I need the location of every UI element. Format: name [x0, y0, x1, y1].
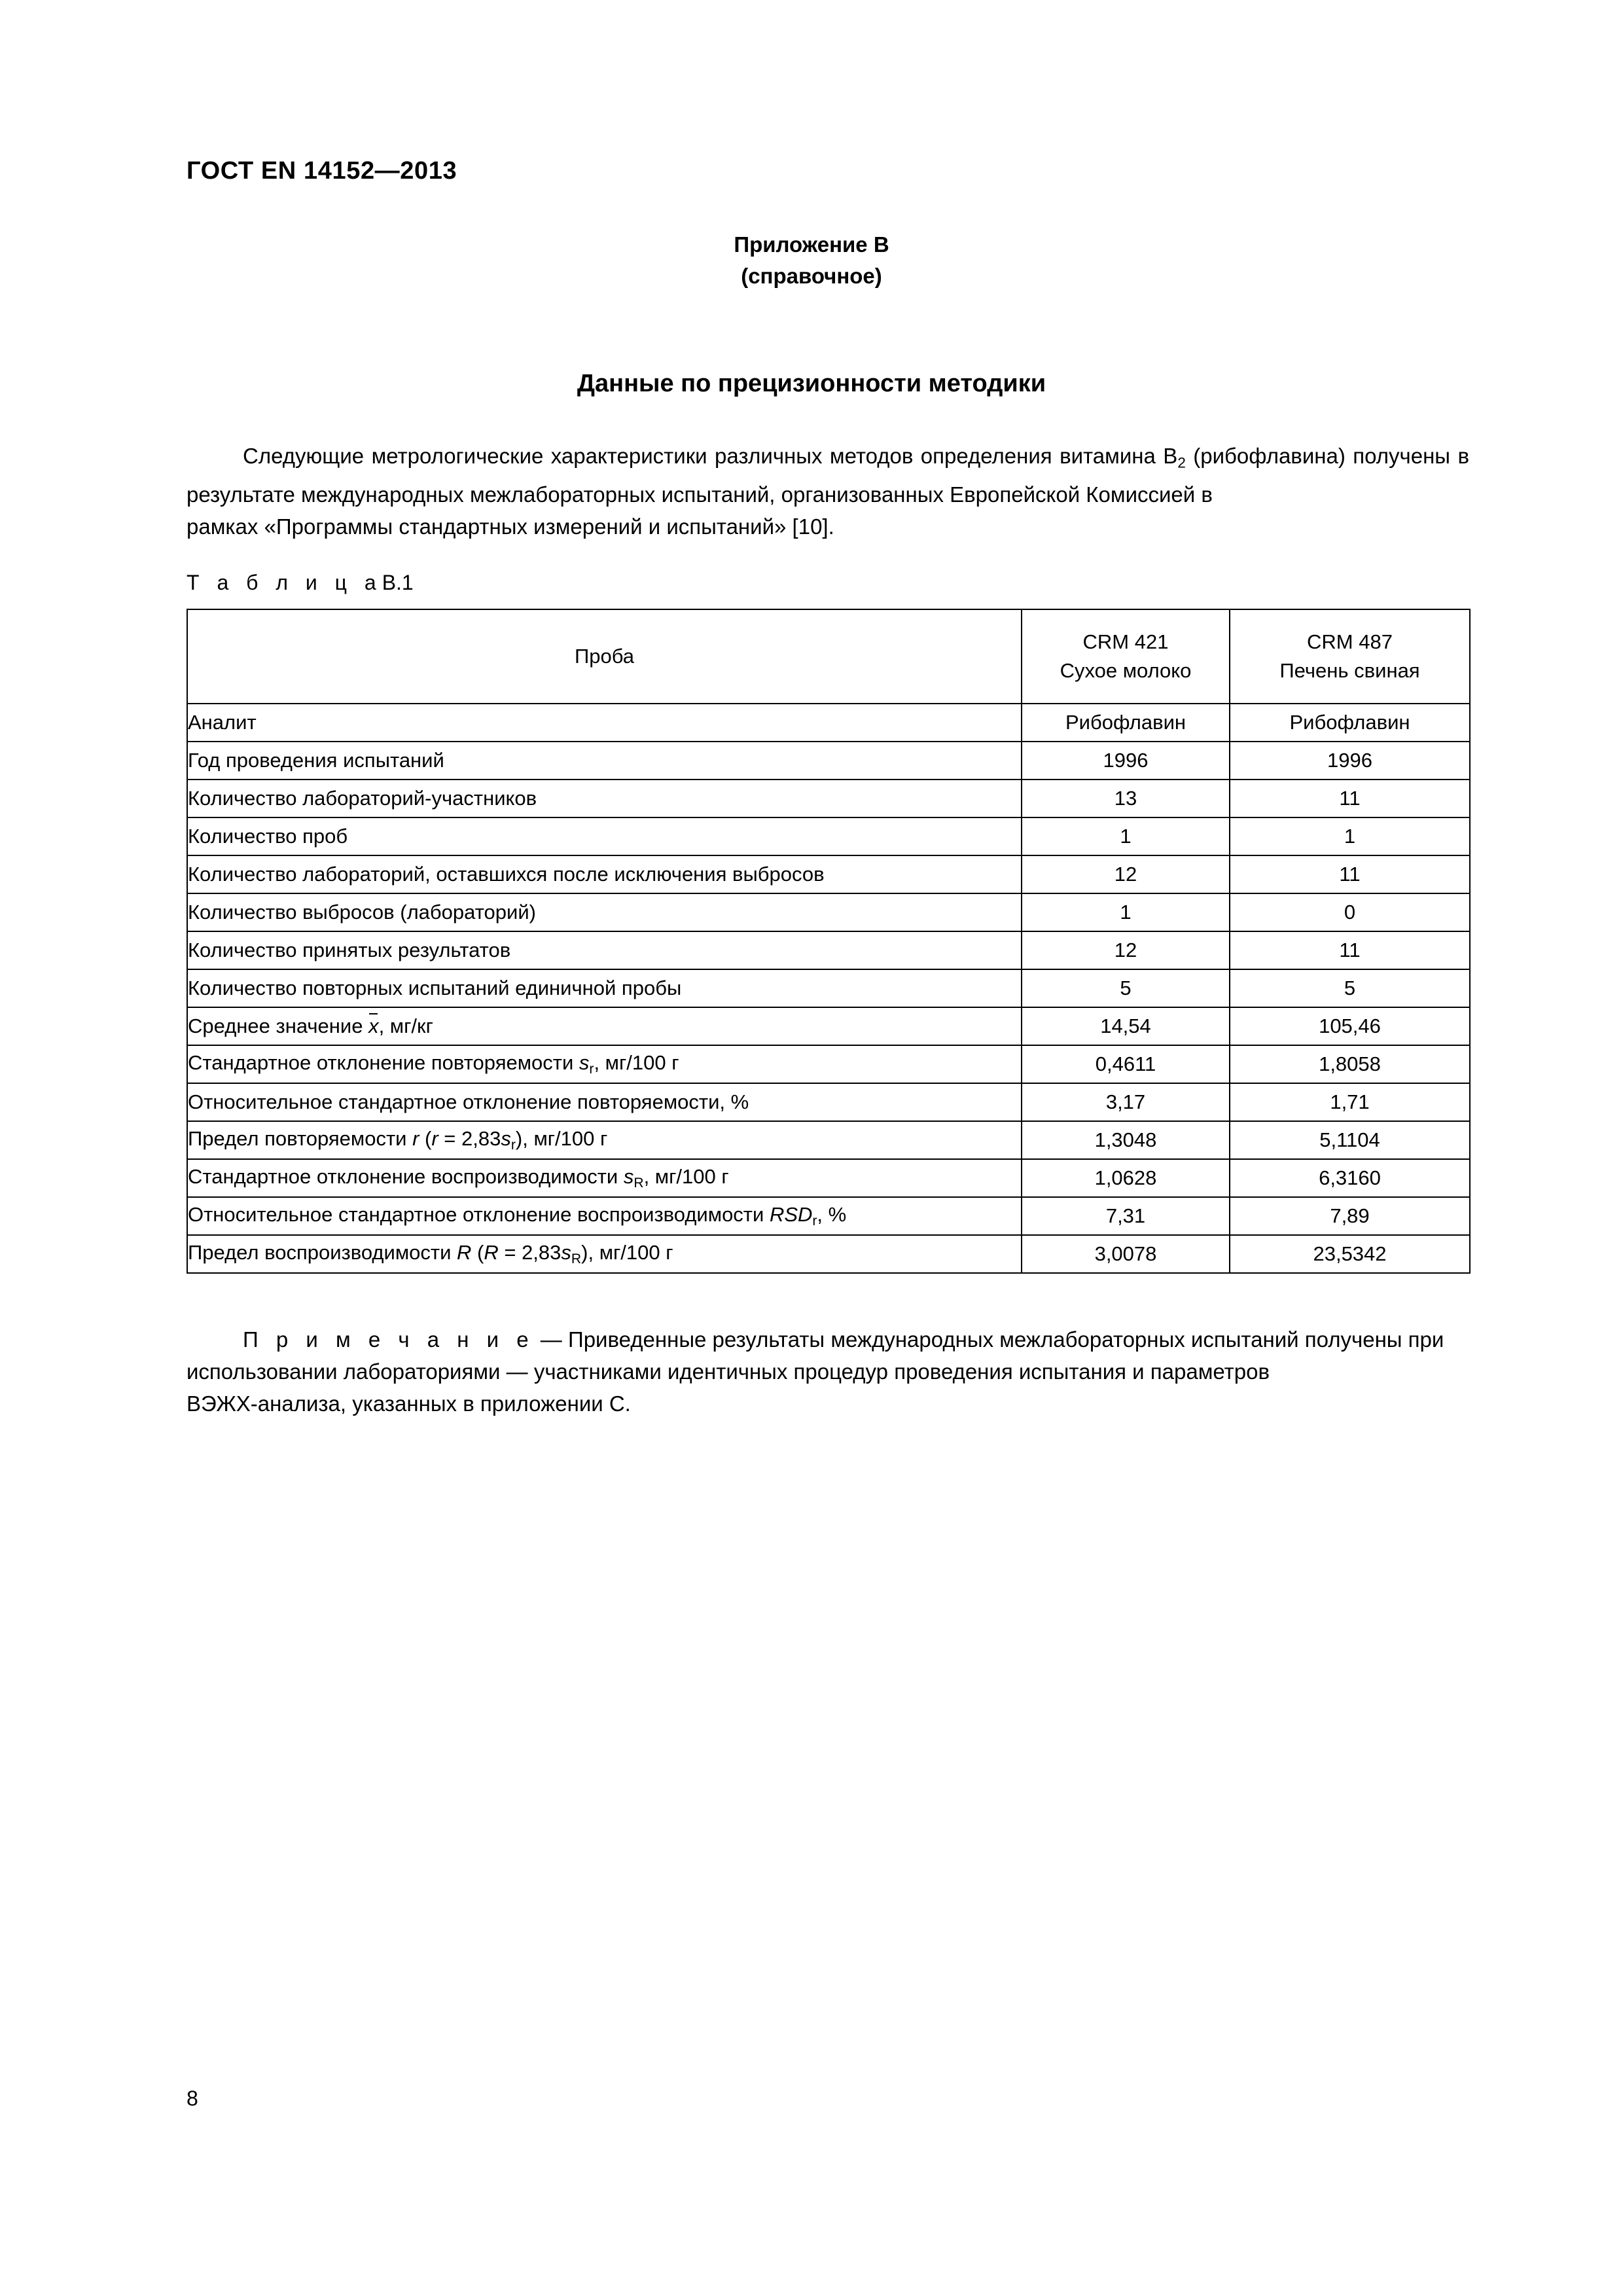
row-value-outlier-count-crm421: 1 [1022, 893, 1230, 931]
s-symbol-inner: s [501, 1127, 511, 1151]
header-crm-421-code: CRM 421 [1082, 630, 1169, 653]
row-value-accepted-results-crm487: 11 [1230, 931, 1470, 969]
row-label-accepted-results: Количество принятых результатов [187, 931, 1022, 969]
note-line3: ВЭЖХ-анализа, указанных в приложении С. [187, 1391, 631, 1416]
page-number: 8 [187, 2087, 198, 2110]
row-label-sample-count: Количество проб [187, 817, 1022, 855]
r-limit-equation: = 2,83 [438, 1127, 501, 1151]
table-row [187, 855, 1470, 893]
sd-R-label-units: , мг/100 г [643, 1165, 729, 1189]
row-value-year-crm487: 1996 [1230, 742, 1470, 780]
row-value-sd-r-crm487: 1,8058 [1230, 1045, 1470, 1083]
row-value-rsd-R-crm421: 7,31 [1022, 1197, 1230, 1235]
table-row [187, 704, 1470, 742]
r-limit-units: ), мг/100 г [515, 1127, 608, 1151]
row-label-reproducibility-limit [187, 1235, 1022, 1273]
table-row [187, 969, 1470, 1007]
R-limit-units: ), мг/100 г [581, 1241, 673, 1265]
table-caption-prefix: Т а б л и ц а [187, 571, 382, 594]
s-symbol-R-inner: s [561, 1241, 571, 1265]
row-label-mean-value [187, 1007, 1022, 1045]
s-subscript-R: R [633, 1175, 644, 1191]
note-line2: использовании лабораториями — участниками идентичных процедур проведения испытания и параметров [187, 1359, 1270, 1384]
row-value-rsd-R-crm487: 7,89 [1230, 1197, 1470, 1235]
table-row [187, 1159, 1470, 1197]
header-crm-421-matrix: Сухое молоко [1060, 659, 1192, 682]
row-value-sd-R-crm487: 6,3160 [1230, 1159, 1470, 1197]
r-limit-prefix: Предел повторяемости [188, 1127, 413, 1151]
precision-data-table-wrapper [187, 609, 1469, 1274]
row-label-year: Год проведения испытаний [187, 742, 1022, 780]
sd-r-label-units: , мг/100 г [594, 1051, 679, 1075]
s-subscript-r: r [589, 1061, 594, 1077]
row-value-mean-crm421: 14,54 [1022, 1007, 1230, 1045]
row-value-replicates-crm487: 5 [1230, 969, 1470, 1007]
row-value-labs-after-outliers-crm421: 12 [1022, 855, 1230, 893]
running-header: ГОСТ EN 14152—2013 [187, 157, 457, 185]
table-note [187, 1323, 1469, 1420]
row-value-rsd-r-crm421: 3,17 [1022, 1083, 1230, 1121]
row-value-r-limit-crm421: 1,3048 [1022, 1121, 1230, 1159]
s-symbol: s [579, 1051, 590, 1075]
row-value-participating-labs-crm421: 13 [1022, 780, 1230, 817]
precision-data-table [187, 609, 1471, 1274]
row-value-outlier-count-crm487: 0 [1230, 893, 1470, 931]
r-limit-open-paren: ( [419, 1127, 432, 1151]
header-crm-421 [1022, 609, 1230, 704]
rsd-subscript-r: r [812, 1213, 817, 1229]
table-header-row [187, 609, 1470, 704]
s-subscript-R-inner: R [571, 1251, 582, 1266]
intro-text-part2: (рибофлавина) получены в результате международных межлабораторных испытаний, организованных Европейской Комиссией в [187, 444, 1469, 507]
row-value-analyte-crm487: Рибофлавин [1230, 704, 1470, 742]
row-value-r-limit-crm487: 5,1104 [1230, 1121, 1470, 1159]
rsd-label-units: , % [817, 1203, 847, 1227]
row-value-accepted-results-crm421: 12 [1022, 931, 1230, 969]
r-symbol-inner: r [431, 1127, 438, 1151]
table-row [187, 1235, 1470, 1273]
rsd-symbol: RSD [769, 1203, 813, 1227]
s-symbol-R: s [623, 1165, 634, 1189]
row-value-labs-after-outliers-crm487: 11 [1230, 855, 1470, 893]
table-caption-number: В.1 [382, 571, 414, 594]
header-crm-487-matrix: Печень свиная [1279, 659, 1420, 682]
x-bar-symbol: x [368, 1014, 379, 1037]
sd-R-label-prefix: Стандартное отклонение воспроизводимости [188, 1165, 624, 1189]
note-dash: — [534, 1327, 568, 1352]
row-label-repeatability-sd [187, 1045, 1022, 1083]
section-title: Данные по прецизионности методики [577, 370, 1046, 397]
row-label-repeatability-limit [187, 1121, 1022, 1159]
row-label-outlier-count: Количество выбросов (лабораторий) [187, 893, 1022, 931]
table-row [187, 742, 1470, 780]
note-keyword: П р и м е ч а н и е [243, 1327, 535, 1352]
header-crm-487 [1230, 609, 1470, 704]
R-symbol-inner: R [484, 1241, 499, 1265]
table-row [187, 1121, 1470, 1159]
row-label-labs-after-outliers: Количество лабораторий, оставшихся после исключения выбросов [187, 855, 1022, 893]
row-value-participating-labs-crm487: 11 [1230, 780, 1470, 817]
r-symbol: r [412, 1127, 419, 1151]
row-label-relative-sd-repeatability: Относительное стандартное отклонение повторяемости, % [187, 1083, 1022, 1121]
row-label-reproducibility-sd [187, 1159, 1022, 1197]
R-limit-open-paren: ( [471, 1241, 484, 1265]
row-label-relative-sd-reproducibility [187, 1197, 1022, 1235]
rsd-label-prefix: Относительное стандартное отклонение воспроизводимости [188, 1203, 770, 1227]
table-row [187, 931, 1470, 969]
vitamin-subscript: 2 [1177, 454, 1186, 471]
row-value-replicates-crm421: 5 [1022, 969, 1230, 1007]
intro-text-part1: Следующие метрологические характеристики различных методов определения витамина В [243, 444, 1178, 468]
row-value-R-limit-crm421: 3,0078 [1022, 1235, 1230, 1273]
row-value-year-crm421: 1996 [1022, 742, 1230, 780]
sd-r-label-prefix: Стандартное отклонение повторяемости [188, 1051, 579, 1075]
row-value-sd-R-crm421: 1,0628 [1022, 1159, 1230, 1197]
row-value-sample-count-crm421: 1 [1022, 817, 1230, 855]
R-limit-equation: = 2,83 [498, 1241, 562, 1265]
row-value-analyte-crm421: Рибофлавин [1022, 704, 1230, 742]
table-row [187, 817, 1470, 855]
note-line1: Приведенные результаты международных межлабораторных испытаний получены при [567, 1327, 1444, 1352]
table-row [187, 1083, 1470, 1121]
annex-heading-block [0, 229, 1623, 292]
intro-paragraph [187, 440, 1469, 543]
table-row [187, 1045, 1470, 1083]
row-label-replicates: Количество повторных испытаний единичной пробы [187, 969, 1022, 1007]
R-limit-prefix: Предел воспроизводимости [188, 1241, 457, 1265]
annex-title: Приложение В [734, 232, 889, 257]
row-value-sd-r-crm421: 0,4611 [1022, 1045, 1230, 1083]
row-value-mean-crm487: 105,46 [1230, 1007, 1470, 1045]
table-row [187, 1197, 1470, 1235]
row-value-sample-count-crm487: 1 [1230, 817, 1470, 855]
table-row [187, 780, 1470, 817]
table-row [187, 893, 1470, 931]
row-label-participating-labs: Количество лабораторий-участников [187, 780, 1022, 817]
mean-label-prefix: Среднее значение [188, 1014, 369, 1037]
header-sample-label: Проба [187, 609, 1022, 704]
R-symbol: R [457, 1241, 472, 1265]
row-label-analyte: Аналит [187, 704, 1022, 742]
row-value-R-limit-crm487: 23,5342 [1230, 1235, 1470, 1273]
intro-text-line3: рамках «Программы стандартных измерений и испытаний» [10]. [187, 514, 834, 539]
table-caption [187, 571, 414, 595]
row-value-rsd-r-crm487: 1,71 [1230, 1083, 1470, 1121]
header-crm-487-code: CRM 487 [1307, 630, 1393, 653]
table-row [187, 1007, 1470, 1045]
mean-label-units: , мг/кг [378, 1014, 433, 1037]
annex-subtitle: (справочное) [741, 264, 882, 288]
s-subscript-r-inner: r [510, 1137, 516, 1153]
